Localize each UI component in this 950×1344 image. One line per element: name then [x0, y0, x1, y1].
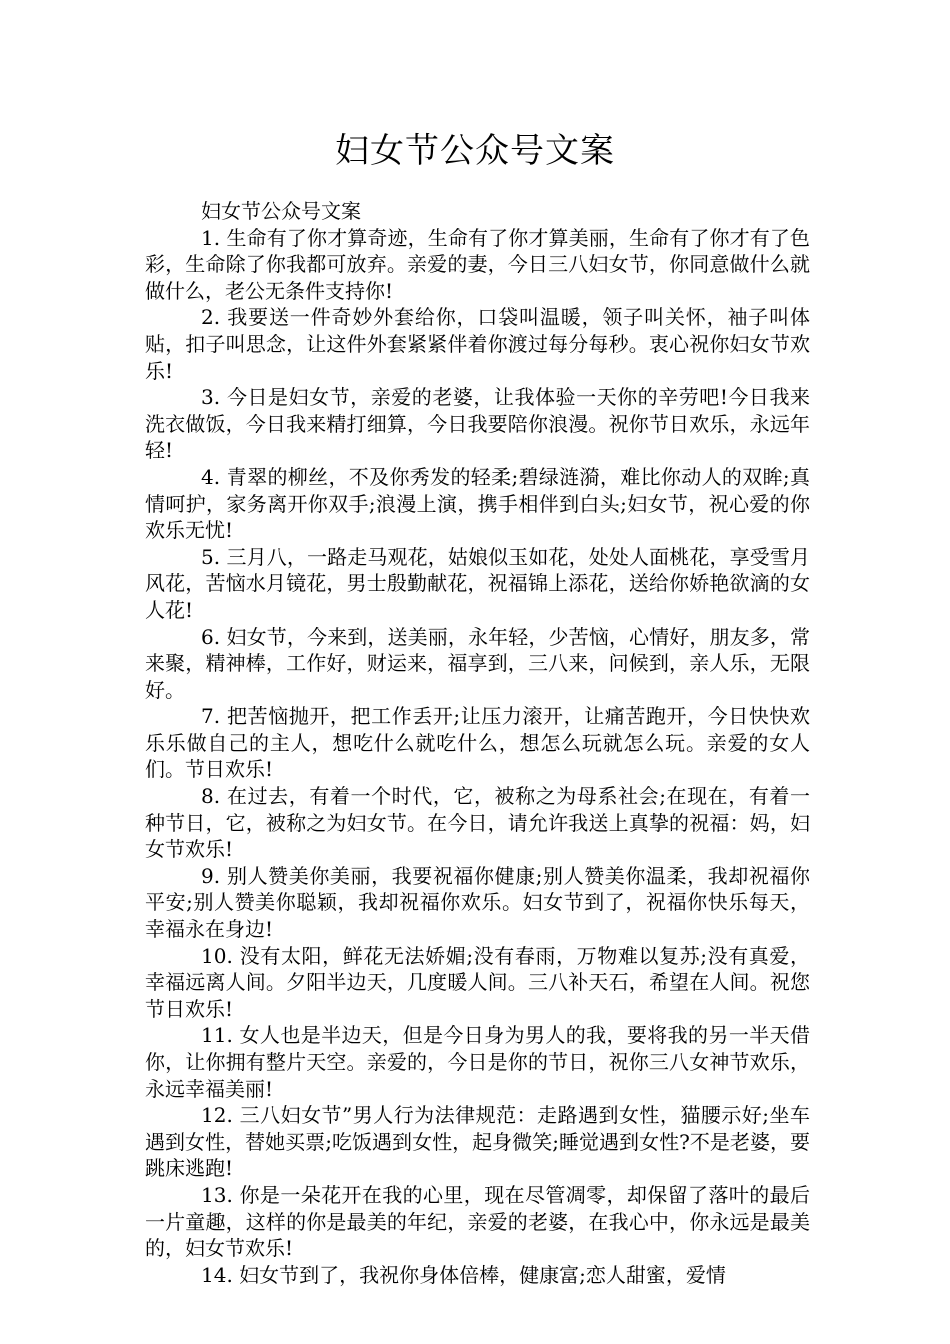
paragraph: 13. 你是一朵花开在我的心里，现在尽管凋零，却保留了落叶的最后一片童趣，这样的你是最美的年纪，亲爱的老婆，在我心中，你永远是最美的，妇女节欢乐!	[145, 1182, 810, 1261]
paragraph: 12. 三八妇女节”男人行为法律规范：走路遇到女性，猫腰示好;坐车遇到女性，替她买票;吃饭遇到女性，起身微笑;睡觉遇到女性?不是老婆，要跳床逃跑!	[145, 1103, 810, 1181]
paragraph: 6. 妇女节，今来到，送美丽，永年轻，少苦恼，心情好，朋友多，常来聚，精神棒，工作好，财运来，福享到，三八来，问候到，亲人乐，无限好。	[145, 624, 810, 702]
paragraph: 8. 在过去，有着一个时代，它，被称之为母系社会;在现在，有着一种节日，它，被称之为妇女节。在今日，请允许我送上真挚的祝福：妈，妇女节欢乐!	[145, 784, 810, 862]
document-body	[145, 198, 810, 1288]
document-subtitle: 妇女节公众号文案	[201, 199, 361, 223]
paragraph: 10. 没有太阳，鲜花无法娇媚;没有春雨，万物难以复苏;没有真爱，幸福远离人间。夕阳半边天，几度暖人间。三八补天石，希望在人间。祝您节日欢乐!	[145, 943, 810, 1021]
paragraph: 2. 我要送一件奇妙外套给你，口袋叫温暖，领子叫关怀，袖子叫体贴，扣子叫思念，让这件外套紧紧伴着你渡过每分每秒。衷心祝你妇女节欢乐!	[145, 305, 810, 383]
paragraph: 4. 青翠的柳丝，不及你秀发的轻柔;碧绿涟漪，难比你动人的双眸;真情呵护，家务离开你双手;浪漫上演，携手相伴到白头;妇女节，祝心爱的你欢乐无忧!	[145, 464, 810, 543]
paragraph: 7. 把苦恼抛开，把工作丢开;让压力滚开，让痛苦跑开，今日快快欢乐乐做自己的主人，想吃什么就吃什么，想怎么玩就怎么玩。亲爱的女人们。节日欢乐!	[145, 704, 810, 782]
paragraph: 14. 妇女节到了，我祝你身体倍棒，健康富;恋人甜蜜，爱情	[201, 1262, 726, 1287]
paragraph: 11. 女人也是半边天，但是今日身为男人的我，要将我的另一半天借你，让你拥有整片天空。亲爱的，今日是你的节日，祝你三八女神节欢乐，永远幸福美丽!	[145, 1023, 810, 1101]
paragraph: 3. 今日是妇女节，亲爱的老婆，让我体验一天你的辛劳吧!今日我来洗衣做饭，今日我来精打细算，今日我要陪你浪漫。祝你节日欢乐，永远年轻!	[145, 385, 810, 463]
paragraph: 5. 三月八，一路走马观花，姑娘似玉如花，处处人面桃花，享受雪月风花，苦恼水月镜花，男士殷勤献花，祝福锦上添花，送给你娇艳欲滴的女人花!	[145, 544, 810, 622]
paragraph: 1. 生命有了你才算奇迹，生命有了你才算美丽，生命有了你才有了色彩，生命除了你我都可放弃。亲爱的妻，今日三八妇女节，你同意做什么就做什么，老公无条件支持你!	[145, 225, 810, 303]
document-title: 妇女节公众号文案	[335, 131, 615, 171]
paragraph: 9. 别人赞美你美丽，我要祝福你健康;别人赞美你温柔，我却祝福你平安;别人赞美你聪颖，我却祝福你欢乐。妇女节到了，祝福你快乐每天，幸福永在身边!	[145, 863, 810, 942]
